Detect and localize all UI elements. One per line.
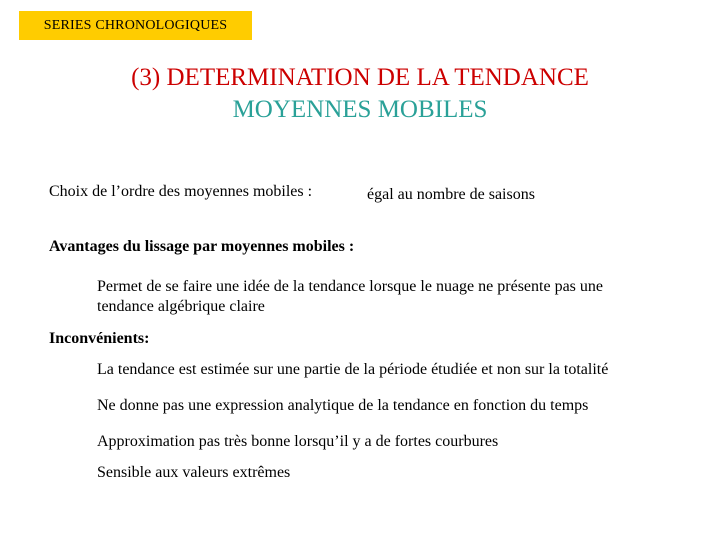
inconvenient-item-2: Ne donne pas une expression analytique de la tendance en fonction du temps [97,397,589,414]
inconvenient-item-4: Sensible aux valeurs extrêmes [97,464,291,481]
inconvenients-heading: Inconvénients: [49,330,150,347]
avantages-heading: Avantages du lissage par moyennes mobiles : [49,238,355,255]
inconvenient-item-3: Approximation pas très bonne lorsqu’il y a de fortes courbures [97,433,499,450]
page-title-line-2: MOYENNES MOBILES [232,96,488,123]
inconvenient-item-1: La tendance est estimée sur une partie de la période étudiée et non sur la totalité [97,361,609,378]
avantages-text: Permet de se faire une idée de la tendance lorsque le nuage ne présente pas une tendance algébrique claire [97,278,603,315]
section-badge [19,11,252,40]
section-badge-label: SERIES CHRONOLOGIQUES [43,17,228,33]
page-title-line-1: (3) DETERMINATION DE LA TENDANCE [131,64,589,91]
ordre-value: égal au nombre de saisons [367,186,535,203]
ordre-label: Choix de l’ordre des moyennes mobiles : [49,183,313,200]
